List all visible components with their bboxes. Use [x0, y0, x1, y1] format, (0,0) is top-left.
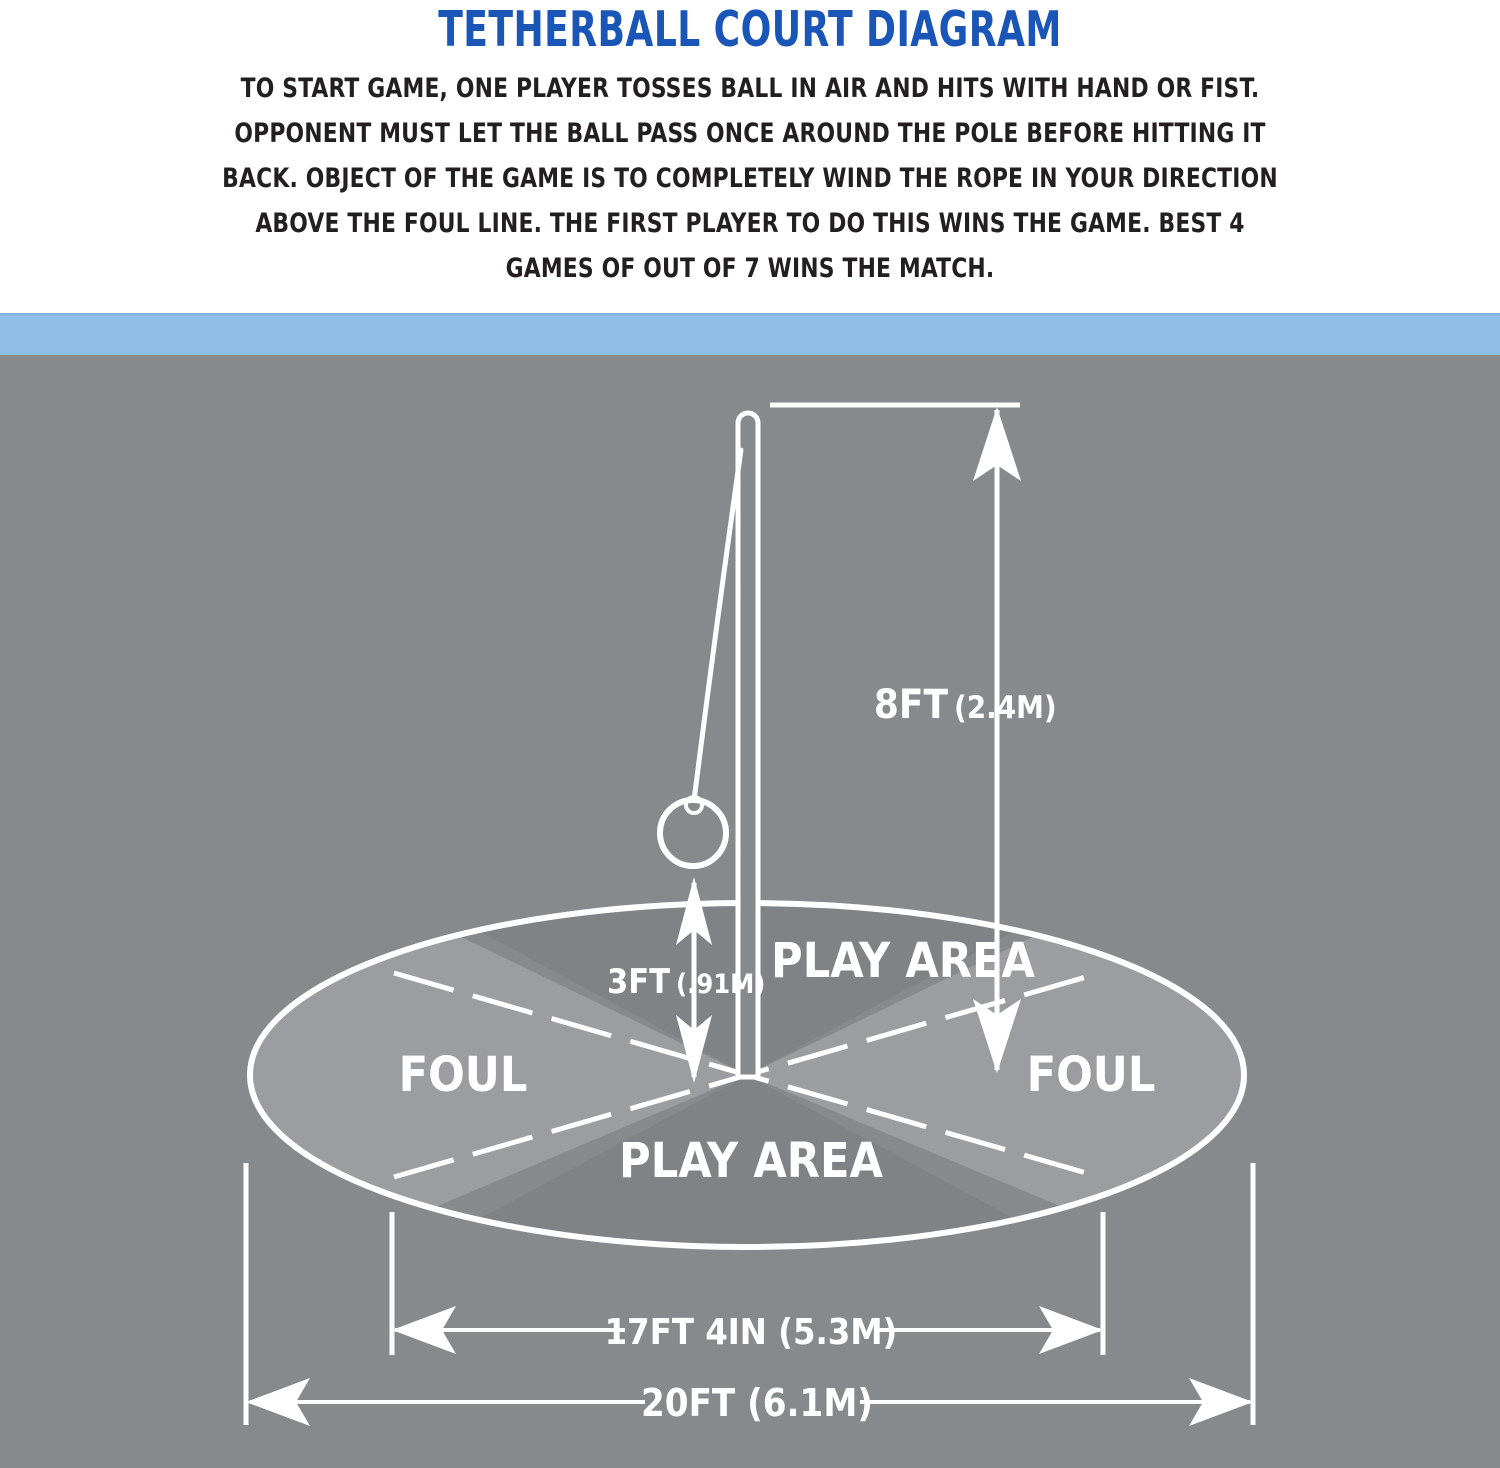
label-foul-left: FOUL — [398, 1047, 528, 1103]
dimension-label-3ft-metric: (.91M) — [676, 969, 766, 1000]
header — [0, 0, 1500, 313]
ball — [660, 800, 726, 866]
court-diagram-svg — [0, 355, 1500, 1468]
page-title: TETHERBALL COURT DIAGRAM — [438, 1, 1062, 58]
dimension-label-3ft: 3FT — [606, 962, 670, 1002]
dimension-label-8ft-metric: (2.4M) — [954, 690, 1057, 726]
label-play-area-bottom: PLAY AREA — [619, 1133, 883, 1189]
rope — [694, 450, 741, 800]
dimension-label-8ft: 8FT — [873, 682, 948, 728]
instructions-text: TO START GAME, ONE PLAYER TOSSES BALL IN AIR AND HITS WITH HAND OR FIST. OPPONENT MUST LET THE BALL PASS ONCE AROUND THE POLE BEFORE HITTING IT BACK. OBJECT OF THE GAME IS TO COMPLETELY WIND THE ROPE IN YOUR DIRECTION ABOVE THE FOUL LINE. THE FIRST PLAYER TO DO THIS WINS THE GAME. BEST 4 GAMES OF OUT OF 7 WINS THE MATCH. — [222, 73, 1278, 284]
dimension-label-17ft: 17FT 4IN (5.3M) — [604, 1312, 898, 1353]
blue-divider-bar — [0, 313, 1500, 357]
diagram-stage — [0, 355, 1500, 1468]
label-foul-right: FOUL — [1026, 1047, 1156, 1103]
dimension-label-20ft: 20FT (6.1M) — [641, 1381, 873, 1425]
label-play-area-top: PLAY AREA — [771, 933, 1035, 989]
